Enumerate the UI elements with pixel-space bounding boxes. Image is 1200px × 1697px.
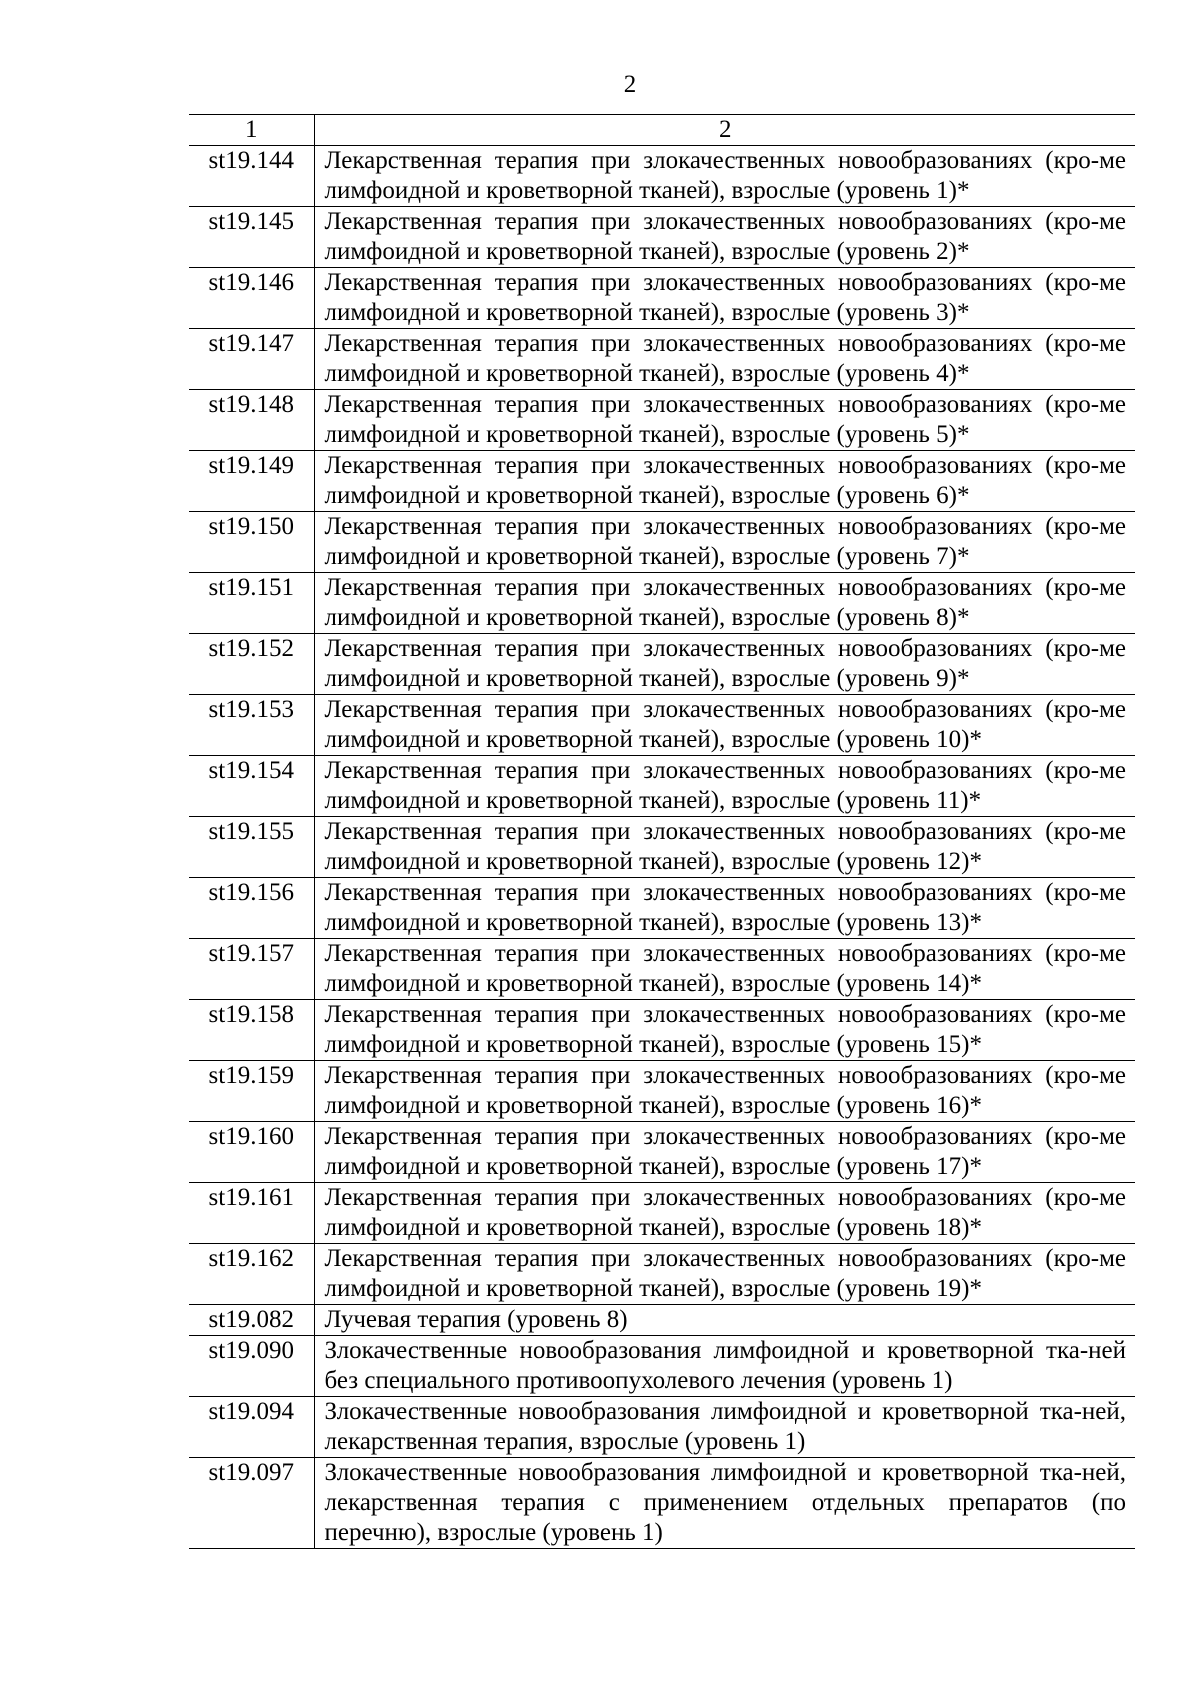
row-description: Злокачественные новообразования лимфоидной и кроветворной тка-ней, лекарственная терапия с применением отдельных препаратов (по перечню), взрослые (уровень 1): [314, 1458, 1135, 1549]
row-code: st19.082: [189, 1305, 314, 1336]
column-header-1: 1: [189, 115, 314, 146]
row-description: Лучевая терапия (уровень 8): [314, 1305, 1135, 1336]
row-code: st19.147: [189, 329, 314, 390]
column-header-2: 2: [314, 115, 1135, 146]
table-row: [189, 512, 1135, 573]
row-description: Злокачественные новообразования лимфоидной и кроветворной тка-ней, лекарственная терапия, взрослые (уровень 1): [314, 1397, 1135, 1458]
row-description: Лекарственная терапия при злокачественных новообразованиях (кро-ме лимфоидной и кроветворной тканей), взрослые (уровень 14)*: [314, 939, 1135, 1000]
row-description: Лекарственная терапия при злокачественных новообразованиях (кро-ме лимфоидной и кроветворной тканей), взрослые (уровень 8)*: [314, 573, 1135, 634]
row-code: st19.094: [189, 1397, 314, 1458]
table-row: [189, 268, 1135, 329]
row-code: st19.161: [189, 1183, 314, 1244]
row-description: Лекарственная терапия при злокачественных новообразованиях (кро-ме лимфоидной и кроветворной тканей), взрослые (уровень 10)*: [314, 695, 1135, 756]
row-code: st19.156: [189, 878, 314, 939]
row-description: Лекарственная терапия при злокачественных новообразованиях (кро-ме лимфоидной и кроветворной тканей), взрослые (уровень 1)*: [314, 146, 1135, 207]
table-row: [189, 1336, 1135, 1397]
row-code: st19.159: [189, 1061, 314, 1122]
table-row: [189, 939, 1135, 1000]
row-code: st19.149: [189, 451, 314, 512]
table-row: [189, 146, 1135, 207]
table-row: [189, 390, 1135, 451]
row-code: st19.090: [189, 1336, 314, 1397]
row-code: st19.157: [189, 939, 314, 1000]
row-description: Лекарственная терапия при злокачественных новообразованиях (кро-ме лимфоидной и кроветворной тканей), взрослые (уровень 4)*: [314, 329, 1135, 390]
row-description: Лекарственная терапия при злокачественных новообразованиях (кро-ме лимфоидной и кроветворной тканей), взрослые (уровень 3)*: [314, 268, 1135, 329]
row-description: Лекарственная терапия при злокачественных новообразованиях (кро-ме лимфоидной и кроветворной тканей), взрослые (уровень 2)*: [314, 207, 1135, 268]
page-number: 2: [623, 71, 637, 98]
row-description: Злокачественные новообразования лимфоидной и кроветворной тка-ней без специального противоопухолевого лечения (уровень 1): [314, 1336, 1135, 1397]
row-code: st19.160: [189, 1122, 314, 1183]
table-row: [189, 1000, 1135, 1061]
table-row: [189, 695, 1135, 756]
table-row: [189, 756, 1135, 817]
row-code: st19.097: [189, 1458, 314, 1549]
row-description: Лекарственная терапия при злокачественных новообразованиях (кро-ме лимфоидной и кроветворной тканей), взрослые (уровень 17)*: [314, 1122, 1135, 1183]
row-code: st19.152: [189, 634, 314, 695]
table-row: [189, 451, 1135, 512]
table-body: [189, 146, 1135, 1549]
table-row: [189, 207, 1135, 268]
row-code: st19.154: [189, 756, 314, 817]
row-code: st19.153: [189, 695, 314, 756]
row-description: Лекарственная терапия при злокачественных новообразованиях (кро-ме лимфоидной и кроветворной тканей), взрослые (уровень 18)*: [314, 1183, 1135, 1244]
table-row: [189, 1183, 1135, 1244]
row-code: st19.146: [189, 268, 314, 329]
row-code: st19.155: [189, 817, 314, 878]
row-description: Лекарственная терапия при злокачественных новообразованиях (кро-ме лимфоидной и кроветворной тканей), взрослые (уровень 7)*: [314, 512, 1135, 573]
table-row: [189, 1244, 1135, 1305]
row-description: Лекарственная терапия при злокачественных новообразованиях (кро-ме лимфоидной и кроветворной тканей), взрослые (уровень 9)*: [314, 634, 1135, 695]
row-code: st19.150: [189, 512, 314, 573]
row-code: st19.151: [189, 573, 314, 634]
row-description: Лекарственная терапия при злокачественных новообразованиях (кро-ме лимфоидной и кроветворной тканей), взрослые (уровень 5)*: [314, 390, 1135, 451]
table-row: [189, 1458, 1135, 1549]
row-code: st19.144: [189, 146, 314, 207]
table-row: [189, 878, 1135, 939]
row-description: Лекарственная терапия при злокачественных новообразованиях (кро-ме лимфоидной и кроветворной тканей), взрослые (уровень 19)*: [314, 1244, 1135, 1305]
table-row: [189, 634, 1135, 695]
row-description: Лекарственная терапия при злокачественных новообразованиях (кро-ме лимфоидной и кроветворной тканей), взрослые (уровень 12)*: [314, 817, 1135, 878]
table-row: [189, 817, 1135, 878]
row-description: Лекарственная терапия при злокачественных новообразованиях (кро-ме лимфоидной и кроветворной тканей), взрослые (уровень 11)*: [314, 756, 1135, 817]
table-row: [189, 1305, 1135, 1336]
codes-table: [189, 114, 1135, 1549]
row-code: st19.158: [189, 1000, 314, 1061]
row-code: st19.162: [189, 1244, 314, 1305]
table-row: [189, 573, 1135, 634]
table-row: [189, 1122, 1135, 1183]
row-code: st19.148: [189, 390, 314, 451]
table-row: [189, 1397, 1135, 1458]
row-description: Лекарственная терапия при злокачественных новообразованиях (кро-ме лимфоидной и кроветворной тканей), взрослые (уровень 13)*: [314, 878, 1135, 939]
table-row: [189, 1061, 1135, 1122]
table-row: [189, 329, 1135, 390]
row-description: Лекарственная терапия при злокачественных новообразованиях (кро-ме лимфоидной и кроветворной тканей), взрослые (уровень 15)*: [314, 1000, 1135, 1061]
row-code: st19.145: [189, 207, 314, 268]
table-header-row: [189, 115, 1135, 146]
row-description: Лекарственная терапия при злокачественных новообразованиях (кро-ме лимфоидной и кроветворной тканей), взрослые (уровень 16)*: [314, 1061, 1135, 1122]
row-description: Лекарственная терапия при злокачественных новообразованиях (кро-ме лимфоидной и кроветворной тканей), взрослые (уровень 6)*: [314, 451, 1135, 512]
